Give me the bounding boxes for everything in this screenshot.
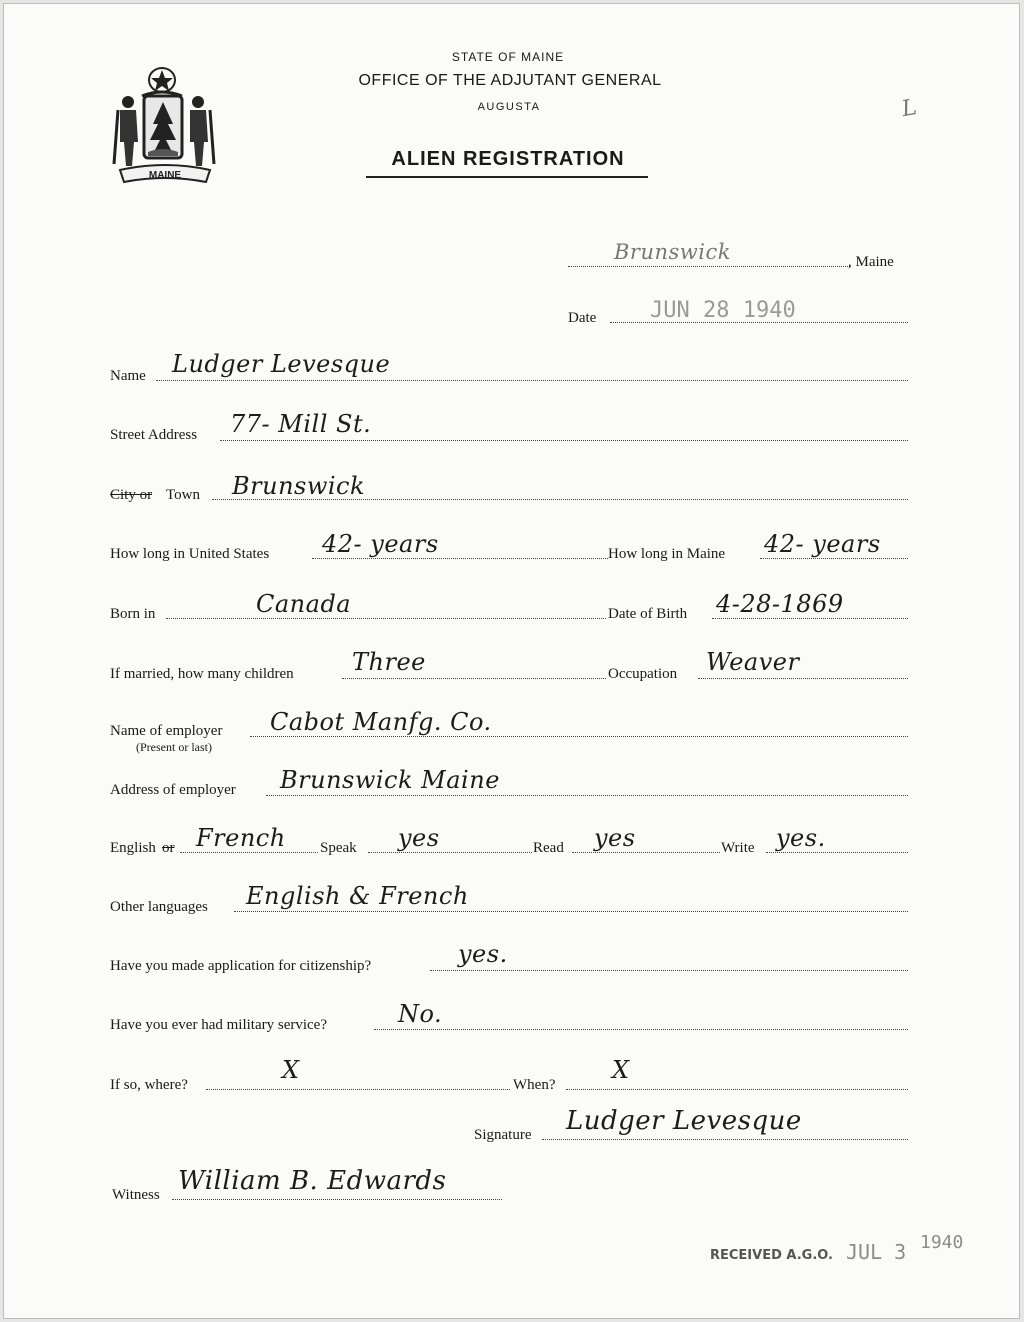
received-stamp-year: 1940 [920, 1232, 964, 1253]
children-label: If married, how many children [110, 666, 294, 682]
header-office: OFFICE OF THE ADJUTANT GENERAL [358, 72, 662, 89]
when-label: When? [513, 1077, 556, 1093]
place-value: Brunswick [614, 240, 731, 264]
signature-value: Ludger Levesque [566, 1106, 802, 1136]
occupation-value: Weaver [706, 648, 800, 676]
years-us-label: How long in United States [110, 546, 270, 562]
citizenship-line [430, 970, 908, 971]
citizenship-value: yes. [458, 940, 508, 968]
svg-text:MAINE: MAINE [148, 170, 182, 181]
header-city: AUGUSTA [477, 101, 541, 113]
when-line [566, 1089, 908, 1090]
english-or-struck: or [162, 840, 175, 856]
employer-name-line [250, 736, 908, 737]
place-line [568, 266, 850, 267]
read-line [572, 852, 720, 853]
name-line [156, 380, 908, 381]
english-label: English [110, 840, 156, 856]
name-value: Ludger Levesque [172, 350, 391, 378]
speak-value: yes [398, 824, 440, 852]
street-address-value: 77- Mill St. [230, 410, 372, 438]
children-line [342, 678, 606, 679]
state-seal-logo [110, 66, 220, 190]
street-address-line [220, 440, 908, 441]
occupation-label: Occupation [608, 666, 678, 682]
received-stamp-date: JUL 3 [846, 1240, 907, 1264]
read-value: yes [594, 824, 636, 852]
other-languages-label: Other languages [110, 899, 208, 915]
employer-address-line [266, 795, 908, 796]
born-in-label: Born in [110, 606, 156, 622]
signature-line [542, 1139, 908, 1140]
speak-label: Speak [320, 840, 357, 856]
military-line [374, 1029, 908, 1030]
language-value: French [196, 824, 286, 852]
street-address-label: Street Address [110, 427, 198, 443]
military-label: Have you ever had military service? [110, 1017, 327, 1033]
read-label: Read [533, 840, 564, 856]
received-stamp-label: RECEIVED A.G.O. [710, 1248, 833, 1263]
born-in-line [166, 618, 606, 619]
other-languages-line [234, 911, 908, 912]
employer-name-sublabel: (Present or last) [136, 740, 212, 754]
witness-value: William B. Edwards [178, 1166, 447, 1196]
employer-name-value: Cabot Manfg. Co. [270, 708, 492, 736]
form-title: ALIEN REGISTRATION [391, 148, 625, 170]
military-value: No. [398, 1000, 443, 1028]
date-of-birth-label: Date of Birth [608, 606, 688, 622]
language-line [180, 852, 318, 853]
where-label: If so, where? [110, 1077, 188, 1093]
years-us-line [312, 558, 608, 559]
title-underline [366, 176, 648, 178]
speak-line [368, 852, 532, 853]
witness-line [172, 1199, 502, 1200]
born-in-value: Canada [256, 590, 352, 618]
children-value: Three [352, 648, 426, 676]
write-value: yes. [776, 824, 826, 852]
years-maine-label: How long in Maine [608, 546, 726, 562]
date-of-birth-line [712, 618, 908, 619]
witness-label: Witness [112, 1187, 160, 1203]
form-sheet [3, 3, 1020, 1319]
where-value: X [282, 1056, 300, 1084]
employer-address-value: Brunswick Maine [280, 766, 500, 794]
years-us-value: 42- years [322, 530, 439, 558]
employer-name-label: Name of employer [110, 723, 223, 739]
margin-check-mark: L [899, 94, 920, 123]
date-label: Date [568, 310, 597, 326]
citizenship-label: Have you made application for citizenship? [110, 958, 372, 974]
header-state: STATE OF MAINE [451, 50, 565, 64]
town-label: Town [166, 487, 200, 503]
write-line [766, 852, 908, 853]
where-line [206, 1089, 510, 1090]
town-value: Brunswick [232, 472, 366, 500]
write-label: Write [721, 840, 755, 856]
signature-label: Signature [474, 1127, 532, 1143]
date-stamp: JUN 28 1940 [650, 298, 796, 323]
date-of-birth-value: 4-28-1869 [716, 590, 844, 618]
employer-address-label: Address of employer [110, 782, 236, 798]
years-maine-line [760, 558, 908, 559]
occupation-line [698, 678, 908, 679]
years-maine-value: 42- years [764, 530, 881, 558]
city-label-struck: City or [110, 487, 153, 503]
when-value: X [612, 1056, 630, 1084]
other-languages-value: English & French [246, 882, 469, 910]
name-label: Name [110, 368, 146, 384]
place-suffix: , Maine [848, 254, 894, 270]
